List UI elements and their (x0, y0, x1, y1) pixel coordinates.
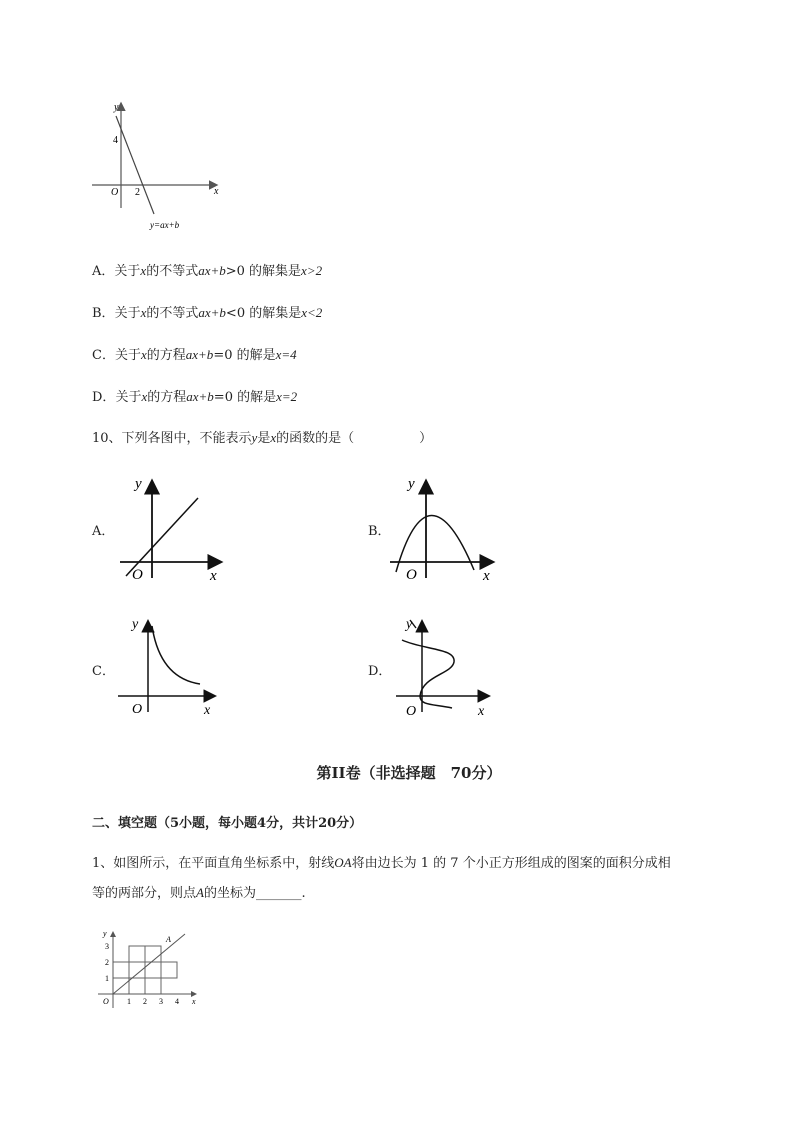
expr: ax+b (198, 263, 226, 278)
var: x (140, 263, 147, 278)
origin-label: O (103, 997, 109, 1006)
parabola-curve (396, 515, 474, 572)
figure-linear-function (88, 98, 228, 238)
stem-text: 的函数的是（ ） (276, 431, 433, 446)
y-tick-3: 3 (105, 942, 109, 951)
option-text: 关于 (114, 348, 141, 363)
origin-label: O (132, 702, 143, 717)
answer: x<2 (301, 305, 323, 320)
q1-figure-squares (92, 926, 202, 1012)
option-text: =0 的解是 (213, 390, 277, 405)
option-text: >0 的解集是 (225, 264, 302, 279)
y-tick-2: 2 (105, 958, 109, 967)
expr: ax+b (198, 305, 226, 320)
stem-text: 10、下列各图中，不能表示 (92, 431, 252, 446)
y-axis-label: y (408, 476, 415, 492)
q10-graph-b[interactable] (386, 470, 501, 585)
ray-oa: OA (334, 855, 352, 870)
q10-graph-a[interactable] (112, 470, 227, 585)
section2-title: 二、填空题（5小题，每小题4分，共计20分） (92, 816, 363, 831)
x-intercept-label: 2 (135, 187, 140, 198)
q10-option-a-letter[interactable]: A． (92, 524, 115, 539)
square-grid (113, 946, 177, 994)
stem-text: 1、如图所示，在平面直角坐标系中，射线 (92, 856, 335, 871)
line-equation-label: y=ax+b (150, 220, 180, 230)
y-tick-1: 1 (105, 974, 109, 983)
option-text: <0 的解集是 (225, 306, 302, 321)
stem-text: 是 (257, 431, 271, 446)
option-text: 的不等式 (146, 264, 199, 279)
point-a: A (196, 885, 204, 900)
q10-stem (92, 429, 432, 448)
x-tick-1: 1 (127, 997, 131, 1006)
x-tick-4: 4 (175, 997, 179, 1006)
var: x (140, 347, 147, 362)
option-text: 的方程 (147, 390, 187, 405)
option-text: =0 的解是 (213, 348, 276, 363)
var: x (141, 389, 148, 404)
q10-graph-d[interactable] (394, 612, 499, 722)
option-text: 的不等式 (146, 306, 199, 321)
x-axis-label: x (483, 568, 490, 584)
option-text: 关于 (114, 306, 141, 321)
stem-text: 等的两部分，则点 (92, 886, 197, 901)
point-a-label: A (166, 935, 171, 944)
y-axis-label: y (114, 102, 119, 113)
var-y: y (251, 430, 258, 445)
q10-option-c-letter[interactable]: C． (92, 664, 115, 679)
x-axis-label: x (214, 186, 219, 197)
hyperbola-curve (152, 626, 200, 684)
x-axis-label: x (192, 997, 196, 1006)
x-axis-label: x (210, 568, 217, 584)
option-text: 关于 (115, 390, 142, 405)
origin-label: O (406, 567, 417, 583)
origin-label: O (132, 567, 143, 583)
y-axis-label: y (103, 929, 107, 938)
option-letter: D． (92, 390, 116, 405)
origin-label: O (111, 187, 119, 198)
ray-oa-line (113, 934, 185, 994)
y-axis-label: y (135, 476, 142, 492)
x-tick-2: 2 (143, 997, 147, 1006)
answer: x=4 (275, 347, 297, 362)
option-text: 的方程 (146, 348, 186, 363)
graph-line (116, 116, 154, 214)
x-axis-label: x (204, 703, 211, 718)
x-tick-3: 3 (159, 997, 163, 1006)
q10-option-d-letter[interactable]: D． (368, 664, 392, 679)
expr: ax+b (186, 389, 214, 404)
origin-label: O (406, 704, 417, 719)
q9-option-a[interactable] (92, 262, 322, 281)
option-text: 关于 (114, 264, 141, 279)
y-axis-label: y (132, 617, 139, 632)
expr: ax+b (185, 347, 214, 362)
option-letter: B． (92, 306, 115, 321)
q9-option-d[interactable] (92, 388, 297, 407)
sideways-curve (402, 640, 454, 708)
var: x (140, 305, 147, 320)
q1-stem-line1 (92, 854, 671, 873)
var-x: x (270, 430, 277, 445)
y-intercept-label: 4 (113, 135, 118, 146)
answer: x=2 (276, 389, 298, 404)
part2-title: 第II卷（非选择题 70分） (316, 764, 502, 782)
y-axis-label: y (406, 617, 413, 632)
stem-text: 的坐标为_______. (203, 886, 306, 901)
q9-option-c[interactable] (92, 346, 297, 365)
answer: x>2 (301, 263, 323, 278)
option-letter: A． (92, 264, 115, 279)
q1-stem-line2 (92, 884, 306, 903)
q10-graph-c[interactable] (112, 612, 227, 722)
graph-line (126, 498, 198, 576)
q9-option-b[interactable] (92, 304, 322, 323)
option-letter: C． (92, 348, 115, 363)
stem-text: 将由边长为 1 的 7 个小正方形组成的图案的面积分成相 (351, 856, 671, 871)
q10-option-b-letter[interactable]: B． (368, 524, 391, 539)
x-axis-label: x (478, 704, 485, 719)
